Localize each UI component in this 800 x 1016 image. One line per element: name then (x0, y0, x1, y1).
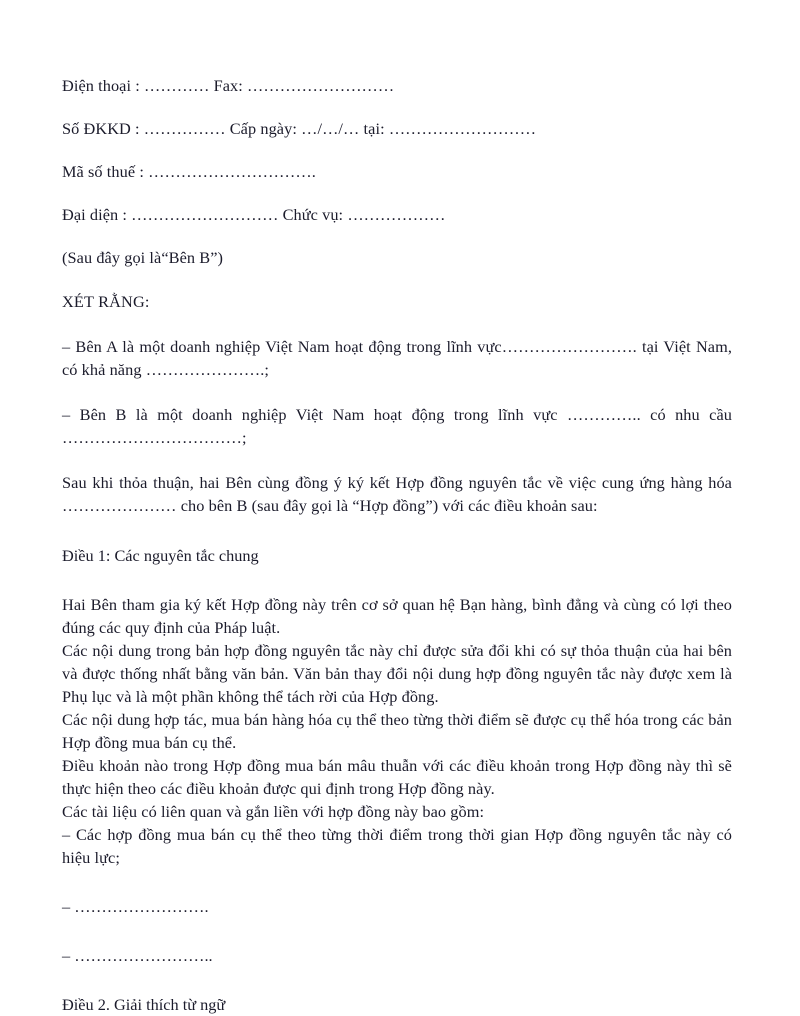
article-1-paragraph: Hai Bên tham gia ký kết Hợp đồng này trên cơ sở quan hệ Bạn hàng, bình đẳng và cùng có lợi theo đúng các quy định của Pháp luật. (62, 595, 737, 637)
article-1-blank-item: – ……………………. (62, 897, 209, 916)
article-1-paragraph: Điều khoản nào trong Hợp đồng mua bán mâu thuẫn với các điều khoản trong Hợp đồng này thì sẽ thực hiện theo các điều khoản được qui định trong Hợp đồng này. (62, 756, 737, 798)
article-1-paragraph: Các nội dung hợp tác, mua bán hàng hóa cụ thể theo từng thời điểm sẽ được cụ thể hóa trong các bản Hợp đồng mua bán cụ thể. (62, 710, 737, 752)
recital-party-b: – Bên B là một doanh nghiệp Việt Nam hoạt động trong lĩnh vực ………….. có nhu cầu ……………………………; (62, 405, 737, 447)
article-2-heading: Điều 2. Giải thích từ ngữ (62, 995, 226, 1014)
party-details-block (62, 0, 732, 269)
article-1-paragraph: Các nội dung trong bản hợp đồng nguyên tắc này chỉ được sửa đổi khi có sự thỏa thuận của hai bên và được thống nhất bằng văn bản. Văn bản thay đổi nội dung hợp đồng nguyên tắc này được xem là Phụ lục và là một phần không thể tách rời của Hợp đồng. (62, 641, 737, 706)
party-b-alias: (Sau đây gọi là“Bên B”) (62, 248, 224, 267)
recital-party-a: – Bên A là một doanh nghiệp Việt Nam hoạt động trong lĩnh vực……………………. tại Việt Nam, có khả năng ………………….; (62, 337, 737, 379)
article-1-paragraph: Các tài liệu có liên quan và gắn liền với hợp đồng này bao gồm: (62, 802, 485, 821)
article-1-blank-item: – …………………….. (62, 946, 213, 965)
considering-heading: XÉT RẰNG: (62, 292, 150, 311)
field-tax-code: Mã số thuế : …………………………. (62, 162, 316, 181)
field-business-registration: Số ĐKKD : …………… Cấp ngày: …/…/… tại: ……………………… (62, 119, 537, 138)
article-1-paragraph: – Các hợp đồng mua bán cụ thể theo từng thời điểm trong thời gian Hợp đồng nguyên tắc này có hiệu lực; (62, 825, 737, 867)
field-representative: Đại diện : ……………………… Chức vụ: ……………… (62, 205, 446, 224)
article-1-body (62, 593, 737, 869)
article-1-heading: Điều 1: Các nguyên tắc chung (62, 546, 259, 565)
field-phone-fax: Điện thoại : ………… Fax: ……………………… (62, 76, 395, 95)
agreement-statement: Sau khi thỏa thuận, hai Bên cùng đồng ý ký kết Hợp đồng nguyên tắc về việc cung ứng hàng hóa ………………… cho bên B (sau đây gọi là “Hợp đồng”) với các điều khoản sau: (62, 473, 737, 515)
